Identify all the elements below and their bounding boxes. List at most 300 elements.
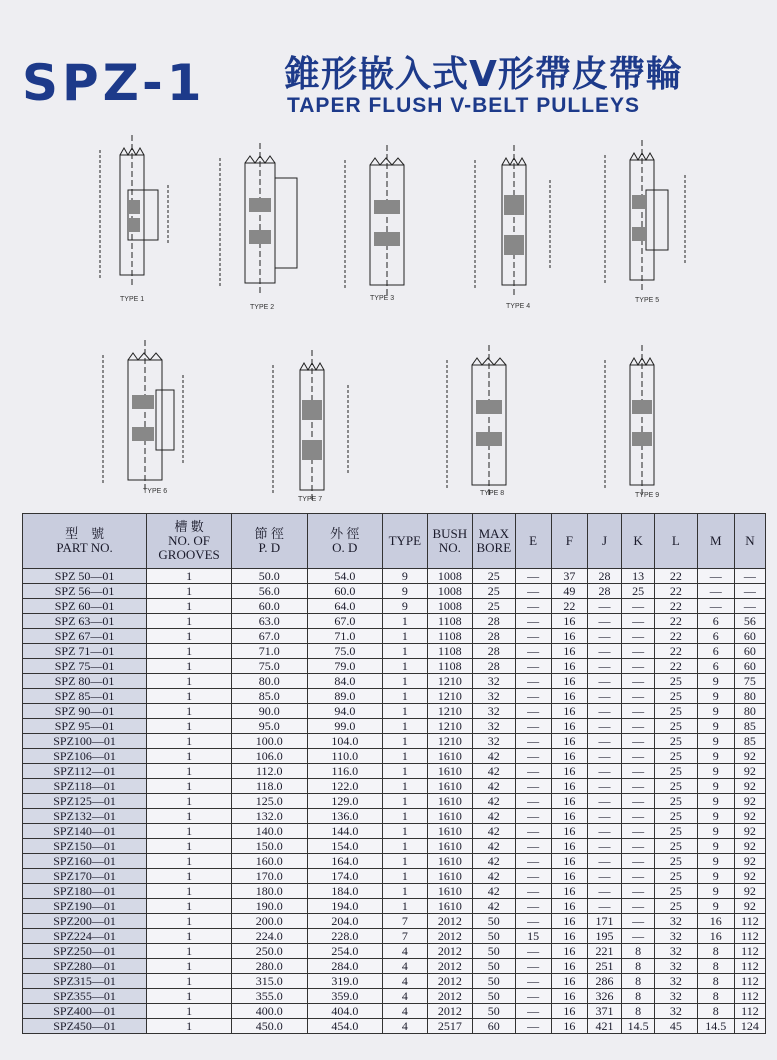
table-cell: 1 xyxy=(383,659,427,674)
table-cell: 25 xyxy=(655,839,697,854)
table-cell: 200.0 xyxy=(232,914,308,929)
table-cell: 1 xyxy=(383,614,427,629)
table-cell: 60 xyxy=(473,1019,515,1034)
table-cell: 28 xyxy=(473,659,515,674)
table-cell: — xyxy=(587,809,621,824)
table-cell: — xyxy=(515,1019,551,1034)
table-cell: — xyxy=(734,599,765,614)
table-cell: 1 xyxy=(383,719,427,734)
table-cell: 32 xyxy=(473,689,515,704)
table-cell: — xyxy=(515,869,551,884)
table-cell: 112 xyxy=(734,929,765,944)
table-cell: 371 xyxy=(587,1004,621,1019)
table-cell: — xyxy=(622,689,655,704)
table-cell: 16 xyxy=(551,974,587,989)
table-cell: 1210 xyxy=(427,719,473,734)
table-cell: 319.0 xyxy=(307,974,383,989)
table-cell: — xyxy=(515,644,551,659)
table-cell: 9 xyxy=(697,779,734,794)
table-cell: SPZ 50—01 xyxy=(23,569,147,584)
header-type: TYPE xyxy=(383,514,427,569)
table-cell: 50 xyxy=(473,959,515,974)
table-cell: 4 xyxy=(383,944,427,959)
table-cell: 25 xyxy=(655,854,697,869)
table-cell: SPZ450—01 xyxy=(23,1019,147,1034)
header-max-bore: MAX BORE xyxy=(473,514,515,569)
table-cell: SPZ125—01 xyxy=(23,794,147,809)
table-cell: — xyxy=(622,869,655,884)
table-cell: 1 xyxy=(147,599,232,614)
table-row xyxy=(23,914,766,929)
table-cell: — xyxy=(622,884,655,899)
table-cell: 1 xyxy=(147,839,232,854)
table-cell: 28 xyxy=(587,569,621,584)
table-cell: SPZ170—01 xyxy=(23,869,147,884)
header-m: M xyxy=(697,514,734,569)
table-cell: — xyxy=(587,869,621,884)
table-cell: 75 xyxy=(734,674,765,689)
header-outer-diameter: 外 徑 O. D xyxy=(307,514,383,569)
table-cell: 1610 xyxy=(427,794,473,809)
table-cell: — xyxy=(587,854,621,869)
table-cell: 1 xyxy=(383,854,427,869)
table-cell: 1610 xyxy=(427,839,473,854)
table-cell: — xyxy=(622,779,655,794)
table-cell: — xyxy=(587,644,621,659)
table-cell: 170.0 xyxy=(232,869,308,884)
table-cell: — xyxy=(587,689,621,704)
table-cell: 84.0 xyxy=(307,674,383,689)
table-cell: 25 xyxy=(655,689,697,704)
header-n: N xyxy=(734,514,765,569)
table-cell: SPZ355—01 xyxy=(23,989,147,1004)
table-cell: — xyxy=(515,674,551,689)
table-cell: 32 xyxy=(655,944,697,959)
table-cell: 9 xyxy=(697,824,734,839)
table-cell: — xyxy=(515,839,551,854)
table-cell: 9 xyxy=(697,809,734,824)
table-cell: 1 xyxy=(147,779,232,794)
table-cell: 9 xyxy=(697,839,734,854)
table-cell: 1 xyxy=(147,659,232,674)
table-row xyxy=(23,629,766,644)
page-title-english: TAPER FLUSH V-BELT PULLEYS xyxy=(287,94,641,117)
table-cell: 221 xyxy=(587,944,621,959)
catalog-code: SPZ-1 xyxy=(22,54,206,112)
table-row xyxy=(23,839,766,854)
table-cell: — xyxy=(587,599,621,614)
table-cell: SPZ224—01 xyxy=(23,929,147,944)
table-cell: 1 xyxy=(383,644,427,659)
table-cell: 112 xyxy=(734,959,765,974)
table-cell: 13 xyxy=(622,569,655,584)
table-cell: 1610 xyxy=(427,749,473,764)
table-cell: 450.0 xyxy=(232,1019,308,1034)
table-row xyxy=(23,809,766,824)
table-cell: 16 xyxy=(551,644,587,659)
table-row xyxy=(23,719,766,734)
table-cell: 25 xyxy=(473,599,515,614)
table-cell: — xyxy=(622,914,655,929)
table-cell: — xyxy=(622,599,655,614)
table-row xyxy=(23,869,766,884)
table-cell: 204.0 xyxy=(307,914,383,929)
table-cell: 85.0 xyxy=(232,689,308,704)
table-cell: 16 xyxy=(551,764,587,779)
table-cell: SPZ 63—01 xyxy=(23,614,147,629)
table-cell: — xyxy=(622,899,655,914)
table-cell: 15 xyxy=(515,929,551,944)
table-row xyxy=(23,674,766,689)
table-cell: 2012 xyxy=(427,989,473,1004)
table-cell: 1 xyxy=(383,734,427,749)
table-cell: — xyxy=(515,689,551,704)
table-cell: — xyxy=(587,779,621,794)
table-cell: 1610 xyxy=(427,824,473,839)
header-part-no: 型 號 PART NO. xyxy=(23,514,147,569)
table-cell: 4 xyxy=(383,959,427,974)
table-cell: 16 xyxy=(551,854,587,869)
table-cell: SPZ132—01 xyxy=(23,809,147,824)
table-cell: 85 xyxy=(734,719,765,734)
table-cell: 1210 xyxy=(427,704,473,719)
table-cell: — xyxy=(515,809,551,824)
table-cell: 22 xyxy=(655,599,697,614)
table-cell: 42 xyxy=(473,899,515,914)
table-cell: 194.0 xyxy=(307,899,383,914)
table-cell: 16 xyxy=(551,914,587,929)
table-cell: 16 xyxy=(551,989,587,1004)
table-cell: 1 xyxy=(147,644,232,659)
table-cell: 110.0 xyxy=(307,749,383,764)
table-cell: 1 xyxy=(147,1019,232,1034)
table-cell: 9 xyxy=(697,794,734,809)
table-cell: 1610 xyxy=(427,899,473,914)
table-cell: 60 xyxy=(734,659,765,674)
table-row xyxy=(23,689,766,704)
table-cell: 16 xyxy=(551,614,587,629)
table-cell: — xyxy=(622,749,655,764)
table-cell: — xyxy=(515,974,551,989)
table-cell: 42 xyxy=(473,869,515,884)
table-cell: — xyxy=(587,884,621,899)
table-cell: 22 xyxy=(551,599,587,614)
table-cell: — xyxy=(515,629,551,644)
table-cell: 25 xyxy=(655,734,697,749)
table-cell: 71.0 xyxy=(307,629,383,644)
table-cell: — xyxy=(622,839,655,854)
table-cell: 1 xyxy=(147,944,232,959)
table-cell: — xyxy=(515,734,551,749)
table-cell: SPZ118—01 xyxy=(23,779,147,794)
type-3-label: TYPE 3 xyxy=(370,295,395,302)
table-cell: SPZ 85—01 xyxy=(23,689,147,704)
table-cell: 49 xyxy=(551,584,587,599)
table-cell: — xyxy=(622,764,655,779)
table-cell: 400.0 xyxy=(232,1004,308,1019)
table-cell: 16 xyxy=(551,794,587,809)
table-cell: 8 xyxy=(697,1004,734,1019)
table-cell: — xyxy=(587,794,621,809)
table-cell: 16 xyxy=(551,899,587,914)
table-cell: — xyxy=(587,659,621,674)
table-cell: 25 xyxy=(655,704,697,719)
table-cell: 1 xyxy=(147,704,232,719)
table-cell: 116.0 xyxy=(307,764,383,779)
table-cell: 16 xyxy=(697,914,734,929)
table-cell: — xyxy=(622,629,655,644)
table-cell: — xyxy=(515,794,551,809)
table-cell: 9 xyxy=(697,704,734,719)
header-j: J xyxy=(587,514,621,569)
table-cell: 2012 xyxy=(427,914,473,929)
table-cell: SPZ 95—01 xyxy=(23,719,147,734)
table-cell: 284.0 xyxy=(307,959,383,974)
table-cell: 228.0 xyxy=(307,929,383,944)
table-cell: 1 xyxy=(147,974,232,989)
table-cell: 16 xyxy=(551,944,587,959)
header-l: L xyxy=(655,514,697,569)
table-cell: 16 xyxy=(551,959,587,974)
table-row xyxy=(23,854,766,869)
table-cell: 92 xyxy=(734,839,765,854)
table-cell: 1 xyxy=(147,824,232,839)
type-6-label: TYPE 6 xyxy=(143,488,168,495)
table-row xyxy=(23,974,766,989)
table-cell: 1 xyxy=(147,809,232,824)
table-cell: 92 xyxy=(734,854,765,869)
pulley-spec-table xyxy=(22,513,766,1034)
table-cell: 28 xyxy=(473,644,515,659)
table-cell: 25 xyxy=(622,584,655,599)
table-cell: 150.0 xyxy=(232,839,308,854)
table-cell: 16 xyxy=(551,1004,587,1019)
table-cell: 8 xyxy=(622,1004,655,1019)
table-cell: — xyxy=(622,644,655,659)
header-f: F xyxy=(551,514,587,569)
table-cell: 64.0 xyxy=(307,599,383,614)
table-cell: 1 xyxy=(383,869,427,884)
table-cell: 1 xyxy=(383,764,427,779)
table-cell: 56.0 xyxy=(232,584,308,599)
table-cell: 6 xyxy=(697,629,734,644)
table-cell: 22 xyxy=(655,629,697,644)
table-cell: — xyxy=(697,569,734,584)
table-cell: SPZ 90—01 xyxy=(23,704,147,719)
table-cell: 16 xyxy=(551,689,587,704)
table-cell: 2517 xyxy=(427,1019,473,1034)
table-cell: — xyxy=(622,674,655,689)
table-cell: 9 xyxy=(697,734,734,749)
table-cell: — xyxy=(515,614,551,629)
table-row xyxy=(23,659,766,674)
type-1-label: TYPE 1 xyxy=(120,296,145,303)
table-cell: 25 xyxy=(655,884,697,899)
table-cell: — xyxy=(515,704,551,719)
table-cell: 9 xyxy=(697,749,734,764)
table-cell: — xyxy=(622,704,655,719)
table-cell: 25 xyxy=(655,794,697,809)
table-cell: 8 xyxy=(697,944,734,959)
table-cell: 160.0 xyxy=(232,854,308,869)
type-9-label: TYPE 9 xyxy=(635,492,660,499)
type-5-label: TYPE 5 xyxy=(635,297,660,304)
table-cell: — xyxy=(587,734,621,749)
table-cell: 1 xyxy=(383,839,427,854)
table-cell: 4 xyxy=(383,974,427,989)
table-cell: 9 xyxy=(383,599,427,614)
table-cell: 104.0 xyxy=(307,734,383,749)
table-cell: 7 xyxy=(383,929,427,944)
table-cell: 1108 xyxy=(427,629,473,644)
table-cell: 144.0 xyxy=(307,824,383,839)
table-cell: SPZ250—01 xyxy=(23,944,147,959)
table-cell: 90.0 xyxy=(232,704,308,719)
table-cell: 16 xyxy=(697,929,734,944)
table-cell: 60.0 xyxy=(307,584,383,599)
table-cell: — xyxy=(622,794,655,809)
table-cell: 16 xyxy=(551,884,587,899)
table-cell: 28 xyxy=(587,584,621,599)
table-cell: 1 xyxy=(147,674,232,689)
table-cell: 16 xyxy=(551,839,587,854)
pulley-diagram-type-4 xyxy=(460,140,570,310)
table-row xyxy=(23,794,766,809)
table-cell: 92 xyxy=(734,764,765,779)
table-cell: 1 xyxy=(147,719,232,734)
table-cell: 8 xyxy=(622,974,655,989)
table-cell: 22 xyxy=(655,584,697,599)
table-cell: 42 xyxy=(473,809,515,824)
table-cell: 112 xyxy=(734,1004,765,1019)
table-cell: 9 xyxy=(697,689,734,704)
table-cell: SPZ 80—01 xyxy=(23,674,147,689)
table-cell: 1210 xyxy=(427,734,473,749)
table-cell: 16 xyxy=(551,824,587,839)
table-cell: 42 xyxy=(473,794,515,809)
table-cell: 25 xyxy=(655,764,697,779)
table-cell: 54.0 xyxy=(307,569,383,584)
table-cell: 1 xyxy=(147,884,232,899)
table-cell: 125.0 xyxy=(232,794,308,809)
table-cell: 56 xyxy=(734,614,765,629)
table-cell: — xyxy=(515,884,551,899)
table-cell: 190.0 xyxy=(232,899,308,914)
table-cell: 1610 xyxy=(427,884,473,899)
table-row xyxy=(23,944,766,959)
table-row xyxy=(23,569,766,584)
table-cell: 315.0 xyxy=(232,974,308,989)
table-cell: 254.0 xyxy=(307,944,383,959)
table-cell: 8 xyxy=(697,989,734,1004)
table-cell: 25 xyxy=(655,674,697,689)
table-cell: SPZ100—01 xyxy=(23,734,147,749)
table-cell: 9 xyxy=(383,584,427,599)
table-cell: — xyxy=(515,914,551,929)
table-cell: 1 xyxy=(147,764,232,779)
table-header-row xyxy=(23,514,766,569)
table-cell: 326 xyxy=(587,989,621,1004)
table-cell: — xyxy=(515,719,551,734)
table-cell: 174.0 xyxy=(307,869,383,884)
table-cell: 1108 xyxy=(427,644,473,659)
table-cell: 180.0 xyxy=(232,884,308,899)
table-cell: — xyxy=(622,824,655,839)
table-cell: 1 xyxy=(383,629,427,644)
header-e: E xyxy=(515,514,551,569)
table-cell: — xyxy=(515,854,551,869)
table-cell: 1108 xyxy=(427,659,473,674)
table-cell: 2012 xyxy=(427,1004,473,1019)
table-cell: 80 xyxy=(734,704,765,719)
table-cell: 14.5 xyxy=(622,1019,655,1034)
table-cell: 1 xyxy=(147,749,232,764)
table-cell: 112 xyxy=(734,974,765,989)
table-cell: 16 xyxy=(551,734,587,749)
table-cell: 7 xyxy=(383,914,427,929)
table-cell: 4 xyxy=(383,989,427,1004)
table-cell: 37 xyxy=(551,569,587,584)
table-cell: SPZ180—01 xyxy=(23,884,147,899)
table-cell: 1610 xyxy=(427,854,473,869)
table-cell: 1 xyxy=(147,794,232,809)
table-cell: 224.0 xyxy=(232,929,308,944)
table-cell: 1 xyxy=(147,914,232,929)
table-cell: 1 xyxy=(383,899,427,914)
table-cell: 60 xyxy=(734,644,765,659)
table-cell: 42 xyxy=(473,779,515,794)
table-cell: SPZ150—01 xyxy=(23,839,147,854)
table-cell: 63.0 xyxy=(232,614,308,629)
table-cell: 25 xyxy=(655,869,697,884)
header-bush-no: BUSH NO. xyxy=(427,514,473,569)
table-row xyxy=(23,584,766,599)
table-cell: — xyxy=(515,584,551,599)
table-cell: 280.0 xyxy=(232,959,308,974)
table-cell: 92 xyxy=(734,824,765,839)
table-cell: SPZ160—01 xyxy=(23,854,147,869)
table-cell: 92 xyxy=(734,809,765,824)
table-cell: — xyxy=(622,809,655,824)
table-cell: SPZ200—01 xyxy=(23,914,147,929)
table-cell: 16 xyxy=(551,809,587,824)
table-cell: 14.5 xyxy=(697,1019,734,1034)
table-cell: 25 xyxy=(655,719,697,734)
table-cell: 25 xyxy=(655,779,697,794)
table-cell: — xyxy=(587,614,621,629)
table-cell: 22 xyxy=(655,569,697,584)
table-cell: 8 xyxy=(697,974,734,989)
header-grooves: 槽 數 NO. OF GROOVES xyxy=(147,514,232,569)
table-cell: 42 xyxy=(473,884,515,899)
table-cell: 16 xyxy=(551,779,587,794)
table-cell: 2012 xyxy=(427,974,473,989)
table-cell: — xyxy=(622,929,655,944)
table-cell: 1 xyxy=(383,809,427,824)
table-cell: 112 xyxy=(734,914,765,929)
table-cell: 195 xyxy=(587,929,621,944)
table-cell: 1108 xyxy=(427,614,473,629)
table-cell: 1610 xyxy=(427,764,473,779)
table-cell: 60 xyxy=(734,629,765,644)
table-cell: 71.0 xyxy=(232,644,308,659)
table-cell: 9 xyxy=(697,764,734,779)
table-cell: 79.0 xyxy=(307,659,383,674)
table-cell: 75.0 xyxy=(232,659,308,674)
table-cell: — xyxy=(734,569,765,584)
table-cell: 1 xyxy=(383,884,427,899)
table-cell: 1 xyxy=(383,674,427,689)
